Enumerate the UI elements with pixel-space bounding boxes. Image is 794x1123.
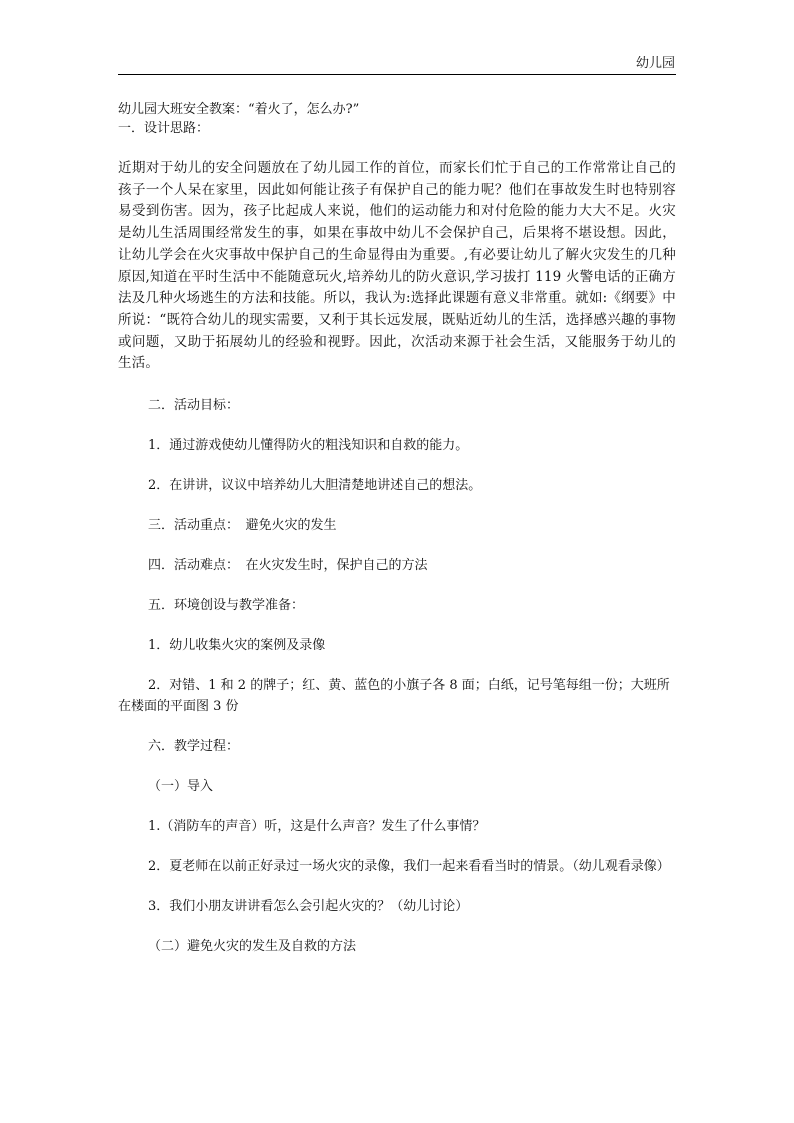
process-step-2: 2．夏老师在以前正好录过一场火灾的录像，我们一起来看看当时的情景。（幼儿观看录像） — [148, 859, 670, 875]
document-body — [118, 100, 676, 957]
spacer — [148, 496, 676, 515]
spacer — [148, 536, 676, 555]
spacer — [148, 797, 676, 816]
process-step-1: 1.（消防车的声音）听，这是什么声音？发生了什么事情？ — [148, 819, 486, 835]
process-step-3: 3．我们小朋友讲讲看怎么会引起火灾的？（幼儿讨论） — [148, 899, 469, 915]
prep-item-2: 2．对错、1 和 2 的牌子；红、黄、蓝色的小旗子各 8 面；白纸，记号笔每组一份；大班所在楼面的平面图 3 份 — [118, 678, 670, 715]
document-title: 幼儿园大班安全教案：“着火了，怎么办?” — [118, 102, 360, 117]
section-heading-goals: 二．活动目标： — [148, 398, 240, 414]
spacer — [148, 416, 676, 435]
section-heading-process: 六．教学过程： — [148, 739, 240, 755]
section-key-point: 三．活动重点： 避免火灾的发生 — [148, 518, 337, 534]
spacer — [118, 877, 676, 896]
goal-item-2: 2．在讲讲，议议中培养幼儿大胆清楚地讲述自己的想法。 — [148, 478, 482, 494]
section-difficulty: 四．活动难点： 在火灾发生时，保护自己的方法 — [148, 558, 428, 574]
spacer — [148, 456, 676, 475]
part-heading-avoid-fire: （二）避免火灾的发生及自救的方法 — [148, 939, 357, 955]
spacer — [118, 717, 676, 736]
spacer — [148, 917, 676, 936]
section-heading-preparation: 五．环境创设与教学准备： — [148, 598, 305, 614]
page-header-text: 幼儿园 — [635, 56, 675, 71]
spacer — [148, 656, 676, 675]
spacer — [148, 576, 676, 595]
spacer — [148, 616, 676, 635]
section-heading-design-idea: 一．设计思路： — [118, 121, 210, 136]
design-idea-paragraph: 近期对于幼儿的安全问题放在了幼儿园工作的首位，而家长们忙于自己的工作常常让自己的孩子一个人呆在家里，因此如何能让孩子有保护自己的能力呢？他们在事故发生时也特别容易受到伤害。因为，孩子比起成人来说，他们的运动能力和对付危险的能力大大不足。火灾是幼儿生活周围经常发生的事，如果在事故中幼儿不会保护自己，后果将不堪设想。因此，让幼儿学会在火灾事故中保护自己的生命显得由为重要。,有必要让幼儿了解火灾发生的几种原因,知道在平时生活中不能随意玩火,培养幼儿的防火意识,学习拔打 119 火警电话的正确方法及几种火场逃生的方法和技能。所以，我认为:选择此课题有意义非常重。就如:《纲要》中所说：“既符合幼儿的现实需要，又利于其长远发展，既贴近幼儿的生活，选择感兴趣的事物或问题，又助于拓展幼儿的经验和视野。因此，次活动来源于社会生活，又能服务于幼儿的生活。 — [118, 160, 676, 372]
spacer — [118, 375, 676, 395]
prep-item-1: 1．幼儿收集火灾的案例及录像 — [148, 638, 326, 654]
spacer — [118, 138, 676, 158]
part-heading-intro: （一）导入 — [148, 779, 214, 795]
header-rule — [118, 74, 676, 75]
spacer — [148, 837, 676, 856]
goal-item-1: 1．通过游戏使幼儿懂得防火的粗浅知识和自救的能力。 — [148, 438, 469, 454]
spacer — [148, 757, 676, 776]
